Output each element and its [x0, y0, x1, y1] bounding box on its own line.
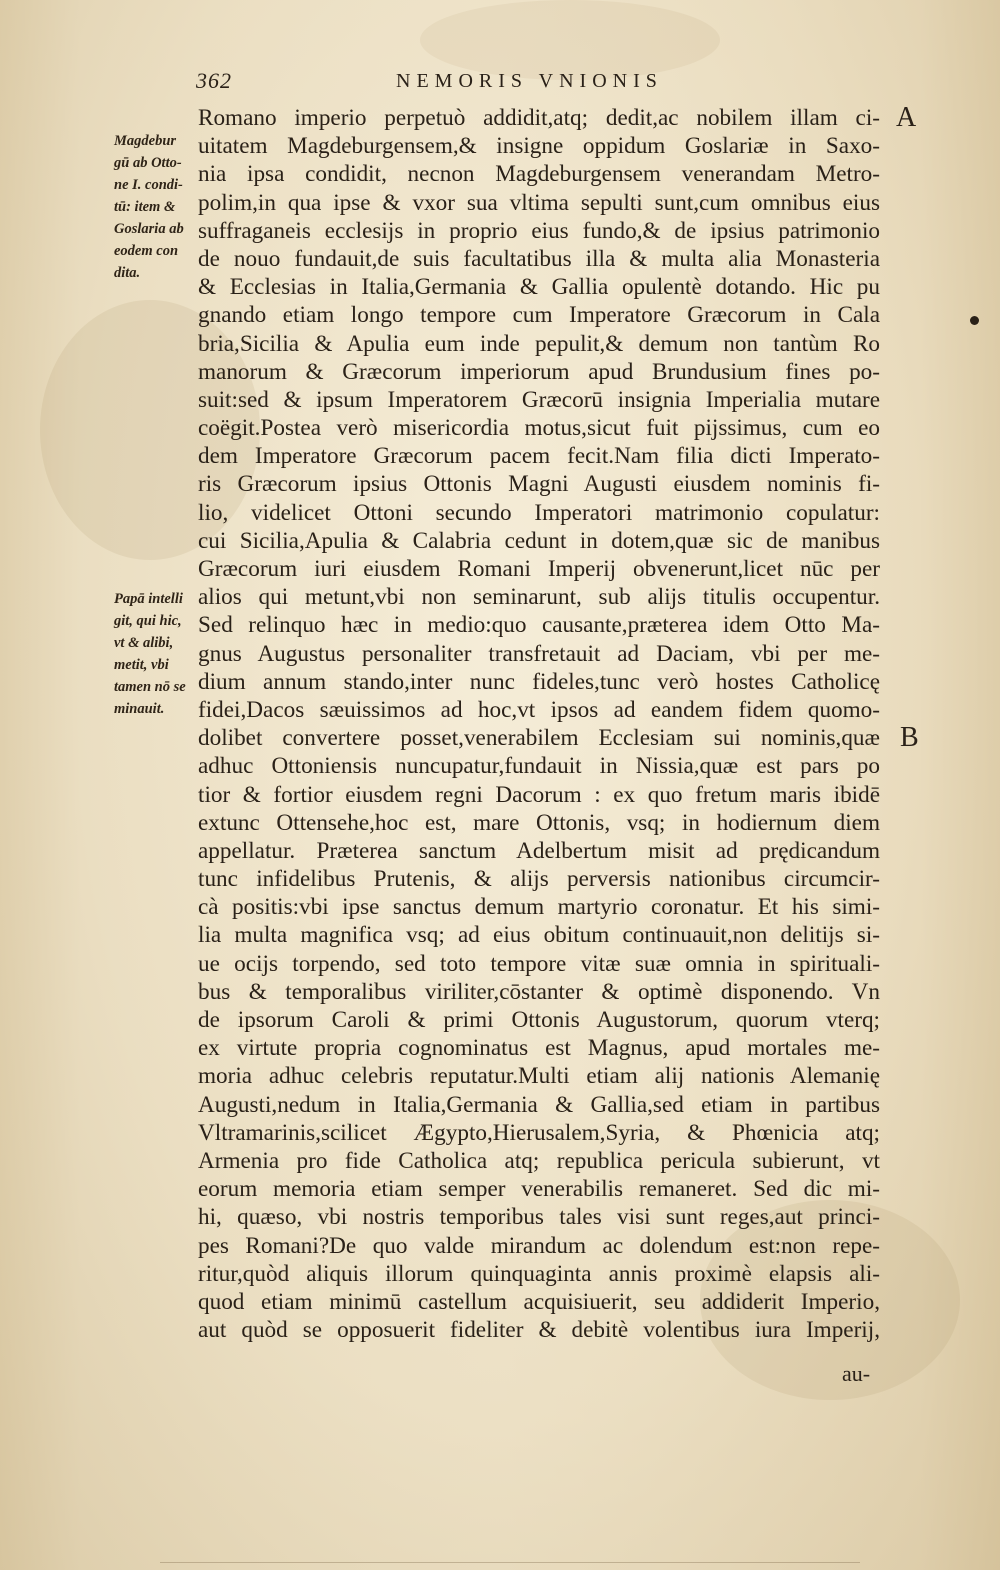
text-line: fidei,Dacos sæuissimos ad hoc,vt ipsos ad eandem fidem quomo- [198, 696, 880, 723]
margin-note-papa [114, 588, 200, 720]
text-line: gnando etiam longo tempore cum Imperatore Græcorum in Cala [198, 302, 880, 329]
text-line: ex virtute propria cognominatus est Magnus, apud mortales me- [198, 1035, 880, 1062]
margin-note-line: Magdebur [114, 133, 177, 149]
margin-note-line: git, qui hic, [114, 613, 182, 629]
text-line: Augusti,nedum in Italia,Germania & Gallia,sed etiam in partibus [198, 1091, 880, 1118]
text-line: polim,in qua ipse & vxor sua vltima sepulti sunt,cum omnibus eius [198, 189, 880, 216]
text-line: lia multa magnifica vsq; ad eius obitum continuauit,non delitijs si- [198, 922, 880, 949]
text-line: dium annum stando,inter nunc fideles,tunc verò hostes Catholicę [198, 668, 880, 695]
text-line: de ipsorum Caroli & primi Ottonis Augustorum, quorum vterq; [198, 1007, 880, 1033]
margin-note-line: eodem con [114, 243, 179, 259]
text-line: tunc infidelibus Prutenis, & alijs perversis nationibus circumcir- [198, 866, 880, 893]
margin-note-line: tū: item & [114, 199, 176, 215]
margin-note-line: tamen nō se [114, 679, 186, 695]
margin-note-line: minauit. [114, 701, 165, 717]
text-line: dem Imperatore Græcorum pacem fecit.Nam filia dicti Imperato- [198, 443, 880, 470]
text-line: aut quòd se opposuerit fideliter & debitè volentibus iura Imperij, [198, 1317, 880, 1344]
running-header [196, 68, 756, 96]
text-line: ue ocijs torpendo, sed toto tempore vitæ suæ omnia in spirituali- [198, 950, 880, 977]
catchword: au- [842, 1361, 871, 1386]
text-line: gnus Augustus personaliter transfretauit ad Daciam, vbi per me- [198, 640, 880, 667]
text-line: extunc Ottensehe,hoc est, mare Ottonis, vsq; in hodiernum diem [198, 809, 880, 836]
ink-dot [970, 316, 979, 325]
text-line: coëgit.Postea verò misericordia motus,sicut fuit pijssimus, cum eo [198, 415, 880, 442]
text-line: de nouo fundauit,de suis facultatibus illa & multa alia Monasteria [198, 245, 880, 272]
text-line: tior & fortior eiusdem regni Dacorum : ex quo fretum maris ibidē [198, 781, 880, 808]
margin-note-line: gū ab Otto- [114, 155, 182, 171]
margin-letter-a: A [896, 102, 917, 133]
text-line: moria adhuc celebris reputatur.Multi etiam alij nationis Alemanię [198, 1063, 880, 1090]
text-line: bus & temporalibus viriliter,cōstanter & optimè disponendo. Vn [198, 978, 880, 1005]
text-line: Vltramarinis,scilicet Ægypto,Hierusalem,Syria, & Phœnicia atq; [198, 1119, 880, 1146]
margin-note-line: metit, vbi [114, 657, 169, 673]
text-line: eorum memoria etiam semper venerabilis remaneret. Sed dic mi- [198, 1176, 880, 1203]
margin-note-magdeburg [114, 130, 200, 284]
text-line: dolibet convertere posset,venerabilem Ecclesiam sui nominis,quæ [198, 725, 880, 752]
page-number: 362 [196, 68, 232, 93]
margin-letter-b: B [900, 722, 919, 753]
main-text-block [198, 104, 880, 1344]
text-line: suit:sed & ipsum Imperatorem Græcorū insignia Imperialia mutare [198, 386, 880, 413]
page-bottom-edge [160, 1562, 860, 1563]
margin-note-line: dita. [114, 265, 141, 281]
running-title: NEMORIS VNIONIS [396, 70, 663, 92]
text-line: Romano imperio perpetuò addidit,atq; dedit,ac nobilem illam ci- [198, 105, 880, 131]
margin-note-line: ne I. condi- [114, 177, 183, 193]
text-line: quod etiam minimū castellum acquisiuerit, seu addiderit Imperio, [198, 1288, 880, 1315]
text-line: bria,Sicilia & Apulia eum inde pepulit,& demum non tantùm Ro [198, 330, 880, 357]
text-line: nia ipsa condidit, necnon Magdeburgensem venerandam Metro- [198, 161, 880, 188]
text-line: cà positis:vbi ipse sanctus demum martyrio coronatur. Et his simi- [198, 894, 880, 921]
margin-note-line: Goslaria ab [114, 221, 184, 237]
text-line: Armenia pro fide Catholica atq; republica pericula subierunt, vt [198, 1147, 880, 1174]
text-line: appellatur. Præterea sanctum Adelbertum misit ad prędicandum [198, 837, 880, 864]
text-line: ris Græcorum ipsius Ottonis Magni Augusti eiusdem nominis fi- [198, 471, 880, 498]
text-line: manorum & Græcorum imperiorum apud Brundusium fines po- [198, 358, 880, 385]
text-line: ritur,quòd aliquis illorum quinquaginta annis proximè elapsis ali- [198, 1260, 880, 1287]
text-line: adhuc Ottoniensis nuncupatur,fundauit in Nissia,quæ est pars po [198, 753, 880, 780]
text-line: uitatem Magdeburgensem,& insigne oppidum Goslariæ in Saxo- [198, 133, 880, 160]
text-line: alios qui metunt,vbi non seminarunt, sub alijs titulis occupentur. [198, 584, 880, 611]
text-line: suffraganeis ecclesijs in proprio eius fundo,& de ipsius patrimonio [198, 217, 880, 244]
text-line: Græcorum iuri eiusdem Romani Imperij obvenerunt,licet nūc per [198, 556, 880, 582]
text-line: cui Sicilia,Apulia & Calabria cedunt in dotem,quæ sic de manibus [198, 527, 880, 554]
text-line: hi, quæso, vbi nostris temporibus tales visi sunt reges,aut princi- [198, 1204, 880, 1231]
text-line: lio, videlicet Ottoni secundo Imperatori matrimonio copulatur: [198, 499, 880, 526]
margin-note-line: Papā intelli [114, 591, 183, 607]
text-line: Sed relinquo hæc in medio:quo causante,præterea idem Otto Ma- [198, 612, 880, 639]
text-line: & Ecclesias in Italia,Germania & Gallia opulentè dotando. Hic pu [198, 274, 880, 301]
margin-note-line: vt & alibi, [114, 635, 174, 651]
text-line: pes Romani?De quo valde mirandum ac dolendum est:non repe- [198, 1232, 880, 1259]
